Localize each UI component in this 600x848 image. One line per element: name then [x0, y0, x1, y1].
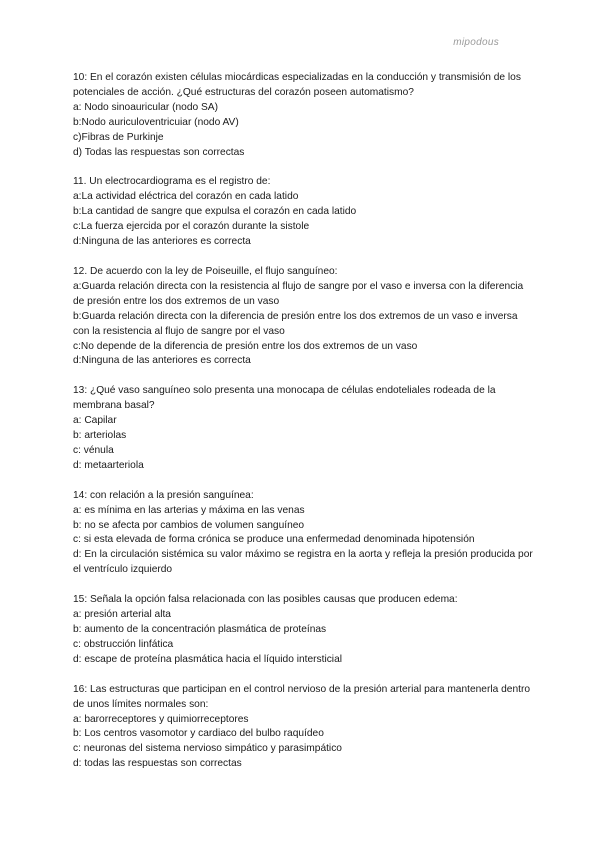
- watermark-text: mipodous: [453, 37, 499, 48]
- option-c: c: obstrucción linfática: [73, 638, 174, 650]
- option-b: b:La cantidad de sangre que expulsa el corazón en cada latido: [73, 206, 357, 218]
- question-13: [73, 384, 533, 473]
- question-text: 15: Señala la opción falsa relacionada con las posibles causas que producen edema:: [73, 594, 458, 606]
- option-a: a: Capilar: [73, 415, 117, 427]
- question-10: [73, 71, 533, 160]
- option-c: c: si esta elevada de forma crónica se produce una enfermedad denominada hipotensión: [73, 534, 475, 546]
- option-d: d:Ninguna de las anteriores es correcta: [73, 355, 251, 367]
- question-text: 16: Las estructuras que participan en el control nervioso de la presión arterial para mantenerla dentro de unos límites normales son:: [73, 683, 531, 710]
- option-b: b: no se afecta por cambios de volumen sanguíneo: [73, 519, 305, 531]
- option-d: d: En la circulación sistémica su valor máximo se registra en la aorta y refleja la presión producida por el ventrículo izquierdo: [73, 549, 533, 576]
- option-d: d) Todas las respuestas son correctas: [73, 146, 245, 158]
- option-d: d: todas las respuestas son correctas: [73, 758, 242, 770]
- option-d: d: metaarteriola: [73, 459, 144, 471]
- question-12: [73, 265, 533, 369]
- option-a: a: es mínima en las arterias y máxima en las venas: [73, 504, 305, 516]
- option-c: c)Fibras de Purkinje: [73, 131, 164, 143]
- option-a: a: barorreceptores y quimiorreceptores: [73, 713, 249, 725]
- question-text: 10: En el corazón existen células miocárdicas especializadas en la conducción y transmisión de los potenciales de acción. ¿Qué estructuras del corazón poseen automatismo?: [73, 72, 521, 98]
- option-c: c: neuronas del sistema nervioso simpático y parasimpático: [73, 743, 342, 755]
- option-b: b: aumento de la concentración plasmática de proteínas: [73, 624, 327, 635]
- question-15: [73, 593, 533, 668]
- option-a: a:La actividad eléctrica del corazón en cada latido: [73, 191, 299, 203]
- question-16: [73, 683, 533, 772]
- option-d: d: escape de proteína plasmática hacia el líquido intersticial: [73, 653, 342, 665]
- option-c: c: vénula: [73, 444, 114, 456]
- option-b: b:Guarda relación directa con la diferencia de presión entre los dos extremos de un vaso e inversa con la resistencia al flujo de sangre por el vaso: [73, 310, 518, 337]
- document-body: [73, 71, 533, 787]
- option-a: a: Nodo sinoauricular (nodo SA): [73, 101, 218, 113]
- question-text: 11. Un electrocardiograma es el registro de:: [73, 176, 271, 188]
- option-c: c:No depende de la diferencia de presión entre los dos extremos de un vaso: [73, 340, 418, 352]
- question-text: 13: ¿Qué vaso sanguíneo solo presenta una monocapa de células endoteliales rodeada de la membrana basal?: [73, 385, 496, 412]
- option-a: a:Guarda relación directa con la resistencia al flujo de sangre por el vaso e inversa con la diferencia de presión entre los dos extremos de un vaso: [73, 280, 524, 307]
- option-d: d:Ninguna de las anteriores es correcta: [73, 236, 251, 248]
- option-a: a: presión arterial alta: [73, 609, 171, 621]
- question-14: [73, 489, 533, 578]
- question-text: 12. De acuerdo con la ley de Poiseuille, el flujo sanguíneo:: [73, 265, 338, 277]
- question-text: 14: con relación a la presión sanguínea:: [73, 489, 254, 501]
- question-11: [73, 175, 533, 250]
- option-b: b: arteriolas: [73, 430, 127, 442]
- option-b: b: Los centros vasomotor y cardiaco del bulbo raquídeo: [73, 728, 324, 740]
- option-c: c:La fuerza ejercida por el corazón durante la sistole: [73, 221, 310, 233]
- option-b: b:Nodo auriculoventricuiar (nodo AV): [73, 116, 239, 128]
